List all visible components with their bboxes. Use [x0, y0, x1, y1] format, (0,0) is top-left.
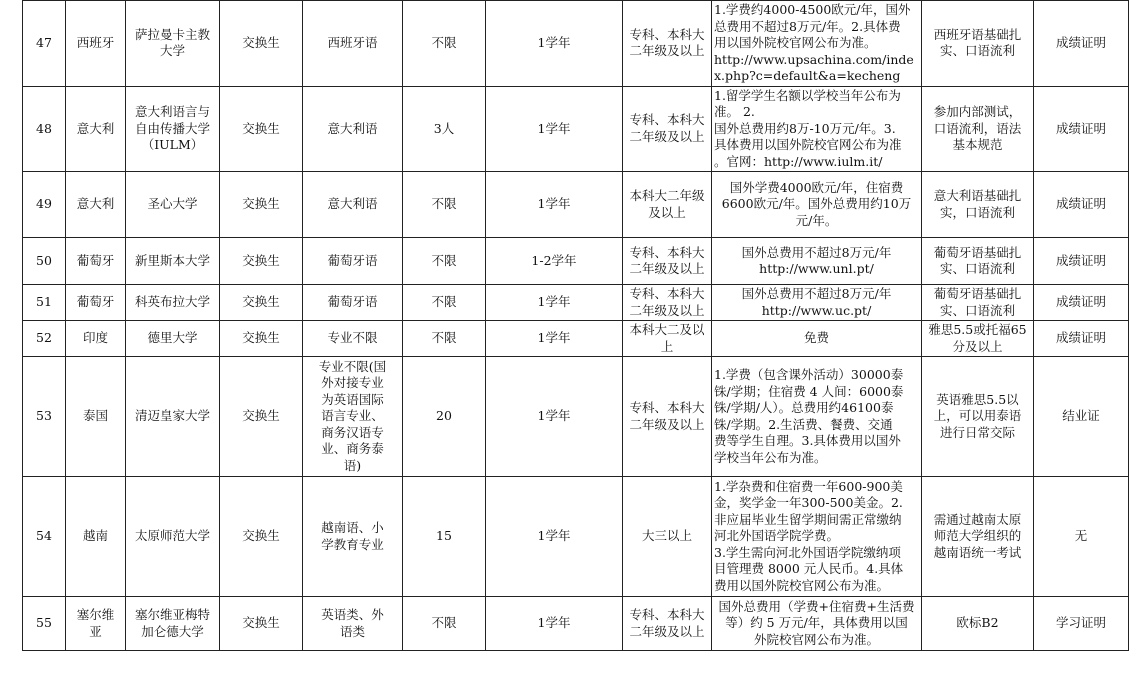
country-cell: 泰国	[66, 357, 126, 477]
row-number: 53	[23, 357, 66, 477]
credential-cell: 成绩证明	[1034, 321, 1129, 357]
credential-cell: 学习证明	[1034, 597, 1129, 651]
duration-cell: 1学年	[486, 357, 623, 477]
fees-cell: 国外学费4000欧元/年，住宿费 6600欧元/年。国外总费用约10万 元/年。	[712, 172, 922, 238]
duration-cell: 1学年	[486, 86, 623, 172]
program-type-cell: 交换生	[220, 172, 303, 238]
quota-cell: 不限	[403, 1, 486, 87]
major-cell: 葡萄牙语	[303, 238, 403, 285]
program-type-cell: 交换生	[220, 285, 303, 321]
eligibility-cell: 专科、本科大 二年级及以上	[623, 285, 712, 321]
eligibility-cell: 专科、本科大 二年级及以上	[623, 238, 712, 285]
row-number: 49	[23, 172, 66, 238]
row-number: 47	[23, 1, 66, 87]
table-row	[23, 321, 1129, 357]
university-cell: 意大利语言与 自由传播大学 （IULM）	[126, 86, 220, 172]
program-type-cell: 交换生	[220, 477, 303, 597]
quota-cell: 不限	[403, 597, 486, 651]
duration-cell: 1学年	[486, 285, 623, 321]
row-number: 48	[23, 86, 66, 172]
country-cell: 意大利	[66, 172, 126, 238]
quota-cell: 15	[403, 477, 486, 597]
university-cell: 太原师范大学	[126, 477, 220, 597]
eligibility-cell: 专科、本科大 二年级及以上	[623, 1, 712, 87]
quota-cell: 不限	[403, 285, 486, 321]
country-cell: 葡萄牙	[66, 238, 126, 285]
university-cell: 萨拉曼卡主教 大学	[126, 1, 220, 87]
fees-cell: 1.学费约4000-4500欧元/年，国外 总费用不超过8万元/年。2.具体费 用以国外院校官网公布为准。 http://www.upsachina.com/inde x.php?c=default&a=kecheng	[712, 1, 922, 87]
university-cell: 清迈皇家大学	[126, 357, 220, 477]
duration-cell: 1学年	[486, 321, 623, 357]
country-cell: 塞尔维 亚	[66, 597, 126, 651]
fees-cell: 免费	[712, 321, 922, 357]
table-row	[23, 1, 1129, 87]
language-requirement-cell: 西班牙语基础扎 实、口语流利	[922, 1, 1034, 87]
university-cell: 科英布拉大学	[126, 285, 220, 321]
table-row	[23, 238, 1129, 285]
major-cell: 英语类、外 语类	[303, 597, 403, 651]
credential-cell: 成绩证明	[1034, 86, 1129, 172]
row-number: 52	[23, 321, 66, 357]
eligibility-cell: 专科、本科大 二年级及以上	[623, 597, 712, 651]
major-cell: 意大利语	[303, 172, 403, 238]
language-requirement-cell: 欧标B2	[922, 597, 1034, 651]
major-cell: 西班牙语	[303, 1, 403, 87]
table-row	[23, 597, 1129, 651]
program-type-cell: 交换生	[220, 321, 303, 357]
table-row	[23, 86, 1129, 172]
language-requirement-cell: 意大利语基础扎 实，口语流利	[922, 172, 1034, 238]
row-number: 54	[23, 477, 66, 597]
language-requirement-cell: 葡萄牙语基础扎 实、口语流利	[922, 238, 1034, 285]
university-cell: 德里大学	[126, 321, 220, 357]
duration-cell: 1学年	[486, 597, 623, 651]
quota-cell: 不限	[403, 238, 486, 285]
language-requirement-cell: 雅思5.5或托福65 分及以上	[922, 321, 1034, 357]
language-requirement-cell: 参加内部测试， 口语流利，语法 基本规范	[922, 86, 1034, 172]
quota-cell: 不限	[403, 172, 486, 238]
eligibility-cell: 专科、本科大 二年级及以上	[623, 86, 712, 172]
fees-cell: 国外总费用不超过8万元/年 http://www.uc.pt/	[712, 285, 922, 321]
fees-cell: 1.学费（包含课外活动）30000泰 铢/学期；住宿费 4 人间：6000泰 铢/学期/人）。总费用约46100泰 铢/学期。2.生活费、餐费、交通 费等学生自理。3.具体费用以国外 学校当年公布为准。	[712, 357, 922, 477]
exchange-program-table	[22, 0, 1129, 651]
university-cell: 新里斯本大学	[126, 238, 220, 285]
program-type-cell: 交换生	[220, 238, 303, 285]
duration-cell: 1学年	[486, 172, 623, 238]
quota-cell: 3人	[403, 86, 486, 172]
country-cell: 西班牙	[66, 1, 126, 87]
duration-cell: 1学年	[486, 1, 623, 87]
university-cell: 圣心大学	[126, 172, 220, 238]
eligibility-cell: 专科、本科大 二年级及以上	[623, 357, 712, 477]
program-type-cell: 交换生	[220, 597, 303, 651]
credential-cell: 成绩证明	[1034, 238, 1129, 285]
duration-cell: 1-2学年	[486, 238, 623, 285]
university-cell: 塞尔维亚梅特 加仑德大学	[126, 597, 220, 651]
quota-cell: 20	[403, 357, 486, 477]
quota-cell: 不限	[403, 321, 486, 357]
table-row	[23, 477, 1129, 597]
language-requirement-cell: 葡萄牙语基础扎 实、口语流利	[922, 285, 1034, 321]
country-cell: 意大利	[66, 86, 126, 172]
row-number: 55	[23, 597, 66, 651]
table-row	[23, 357, 1129, 477]
credential-cell: 无	[1034, 477, 1129, 597]
eligibility-cell: 大三以上	[623, 477, 712, 597]
credential-cell: 成绩证明	[1034, 285, 1129, 321]
credential-cell: 成绩证明	[1034, 172, 1129, 238]
major-cell: 专业不限(国 外对接专业 为英语国际 语言专业、 商务汉语专 业、商务泰 语)	[303, 357, 403, 477]
fees-cell: 1.留学学生名额以学校当年公布为 准。 2. 国外总费用约8万-10万元/年。3. 具体费用以国外院校官网公布为准 。官网：http://www.iulm.it/	[712, 86, 922, 172]
major-cell: 专业不限	[303, 321, 403, 357]
program-type-cell: 交换生	[220, 357, 303, 477]
fees-cell: 国外总费用不超过8万元/年 http://www.unl.pt/	[712, 238, 922, 285]
language-requirement-cell: 需通过越南太原 师范大学组织的 越南语统一考试	[922, 477, 1034, 597]
fees-cell: 国外总费用（学费+住宿费+生活费 等）约 5 万元/年，具体费用以国 外院校官网公布为准。	[712, 597, 922, 651]
fees-cell: 1.学杂费和住宿费一年600-900美 金，奖学金一年300-500美金。2. 非应届毕业生留学期间需正常缴纳 河北外国语学院学费。 3.学生需向河北外国语学院缴纳项 目管理费 8000 元人民币。4.具体 费用以国外院校官网公布为准。	[712, 477, 922, 597]
program-type-cell: 交换生	[220, 1, 303, 87]
eligibility-cell: 本科大二及以 上	[623, 321, 712, 357]
major-cell: 越南语、小 学教育专业	[303, 477, 403, 597]
country-cell: 印度	[66, 321, 126, 357]
language-requirement-cell: 英语雅思5.5以 上，可以用泰语 进行日常交际	[922, 357, 1034, 477]
row-number: 51	[23, 285, 66, 321]
row-number: 50	[23, 238, 66, 285]
credential-cell: 结业证	[1034, 357, 1129, 477]
program-type-cell: 交换生	[220, 86, 303, 172]
country-cell: 葡萄牙	[66, 285, 126, 321]
major-cell: 意大利语	[303, 86, 403, 172]
table-row	[23, 285, 1129, 321]
major-cell: 葡萄牙语	[303, 285, 403, 321]
country-cell: 越南	[66, 477, 126, 597]
credential-cell: 成绩证明	[1034, 1, 1129, 87]
duration-cell: 1学年	[486, 477, 623, 597]
eligibility-cell: 本科大二年级 及以上	[623, 172, 712, 238]
table-row	[23, 172, 1129, 238]
